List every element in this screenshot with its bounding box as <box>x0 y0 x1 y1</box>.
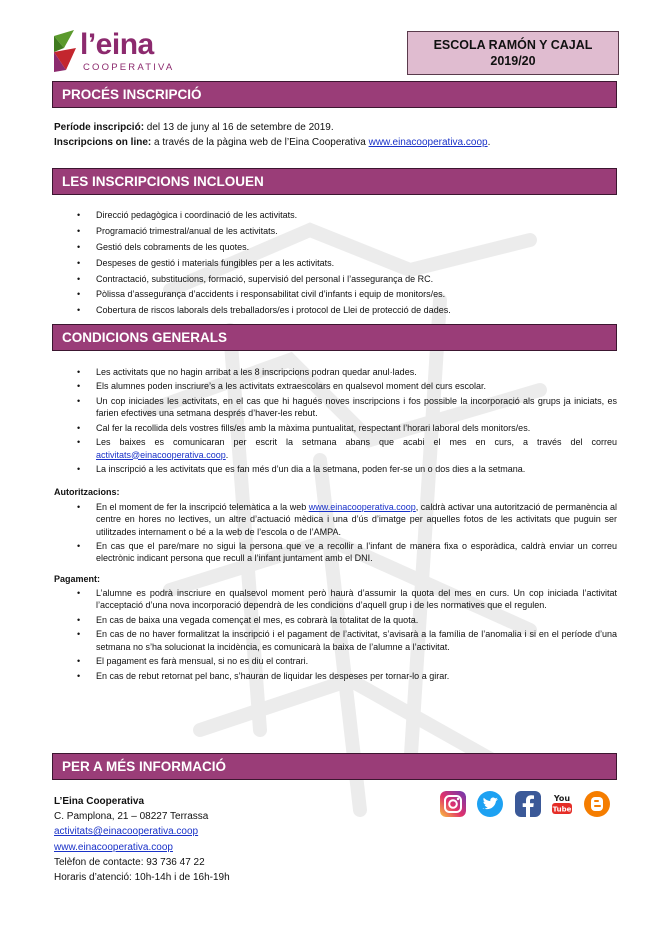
school-year: 2019/20 <box>490 54 536 68</box>
list-item: • Despeses de gestió i materials fungibles per a les activitats. <box>77 257 617 269</box>
list-item <box>77 501 617 538</box>
list-item: • Un cop iniciades les activitats, en el cas que hi hagués noves inscripcions i fos possible la incorporació als grups ja iniciats, es farien efectives una setmana després d’haver-les rebut. <box>77 395 617 420</box>
svg-text:Tube: Tube <box>552 805 572 814</box>
autoritzacions-heading: Autoritzacions: <box>54 487 120 497</box>
youtube-icon[interactable] <box>549 791 575 817</box>
list-item: • Cobertura de riscos laborals dels treballadors/es i protocol de Llei de protecció de dades. <box>77 304 617 316</box>
school-box <box>407 31 619 75</box>
list-item-text: Les baixes es comunicaran per escrit la setmana abans que acabi el mes en curs, a través del correu <box>96 437 617 448</box>
inclouen-list <box>77 209 617 320</box>
list-item: • Direcció pedagògica i coordinació de les activitats. <box>77 209 617 221</box>
list-item: • En cas que el pare/mare no sigui la persona que ve a recollir a l’infant de manera fixa o esporàdica, caldrà enviar un correu electrònic indicant persona que recull a l’infant juntament amb el DNI. <box>77 540 617 565</box>
list-item: • Les activitats que no hagin arribat a les 8 inscripcions podran quedar anul·lades. <box>77 366 617 378</box>
pagament-heading: Pagament: <box>54 574 101 584</box>
facebook-icon[interactable] <box>515 791 541 817</box>
condicions-list <box>77 366 617 478</box>
pagament-list <box>77 587 617 684</box>
online-line <box>54 136 490 150</box>
list-item: • En cas de rebut retornat pel banc, s’hauran de liquidar les despeses per tornar-lo a girar. <box>77 670 617 682</box>
online-end: . <box>487 137 491 148</box>
period-line <box>54 121 334 135</box>
contact-email-link[interactable]: activitats@einacooperativa.coop <box>54 826 199 838</box>
list-item: • En cas de baixa una vegada començat el mes, es cobrarà la totalitat de la quota. <box>77 614 617 626</box>
section-header-proces: PROCÉS INSCRIPCIÓ <box>52 81 617 108</box>
email-link[interactable]: activitats@einacooperativa.coop <box>96 449 226 460</box>
blogger-icon[interactable] <box>584 791 610 817</box>
list-item: • El pagament es farà mensual, si no es diu el contrari. <box>77 655 617 667</box>
phone: Telèfon de contacte: 93 736 47 22 <box>54 856 205 868</box>
instagram-icon[interactable] <box>440 791 466 817</box>
org-name: L’Eina Cooperativa <box>54 796 145 807</box>
twitter-icon[interactable] <box>477 791 503 817</box>
online-label: Inscripcions on line: <box>54 137 152 148</box>
school-name: ESCOLA RAMÓN Y CAJAL <box>433 38 593 52</box>
list-item: • Gestió dels cobraments de les quotes. <box>77 241 617 253</box>
list-item <box>77 436 617 461</box>
web-link[interactable]: www.einacooperativa.coop <box>308 502 416 512</box>
logo-mark-icon <box>52 28 80 74</box>
svg-text:You: You <box>553 794 571 803</box>
list-item: • Contractació, substitucions, formació, supervisió del personal i l’assegurança de RC. <box>77 273 617 285</box>
logo-subtitle: COOPERATIVA <box>83 62 175 73</box>
address: C. Pamplona, 21 – 08227 Terrassa <box>54 811 209 823</box>
contact-block <box>54 794 230 885</box>
list-item: • Pòlissa d’assegurança d’accidents i responsabilitat civil d’infants i equip de monitors/es. <box>77 288 617 300</box>
period-label: Període inscripció: <box>54 122 145 133</box>
list-item-text: En el moment de fer la inscripció telemàtica a la web <box>96 502 309 512</box>
web-link[interactable]: www.einacooperativa.coop <box>368 137 488 148</box>
list-item-end: . <box>225 449 229 460</box>
list-item: • Els alumnes poden inscriure’s a les activitats extraescolars en qualsevol moment del curs escolar. <box>77 380 617 392</box>
period-value: del 13 de juny al 16 de setembre de 2019. <box>144 122 334 133</box>
list-item: • L’alumne es podrà inscriure en qualsevol moment però haurà d’assumir la quota del mes en curs. Un cop iniciada l’activitat l’acceptació d’una nova incorporació dependrà de les condicions d’aquell grup i de les normatives que el regulen. <box>77 587 617 612</box>
list-item: • Programació trimestral/anual de les activitats. <box>77 225 617 237</box>
hours: Horaris d’atenció: 10h-14h i de 16h-19h <box>54 872 230 884</box>
online-value: a través de la pàgina web de l’Eina Cooperativa <box>151 137 369 148</box>
section-header-info: PER A MÉS INFORMACIÓ <box>52 753 617 780</box>
leina-logo <box>52 28 182 76</box>
autoritzacions-list <box>77 501 617 567</box>
list-item: • La inscripció a les activitats que es fan més d’un dia a la setmana, poden fer-se un o dos dies a la setmana. <box>77 463 617 475</box>
list-item: • En cas de no haver formalitzat la inscripció i el pagament de l’activitat, s’avisarà a la família de l’anomalia i si en el període d’una setmana no s’ha solucionat la incidència, es comunicarà la baixa de l’alumne a l’activitat. <box>77 628 617 653</box>
contact-web-link[interactable]: www.einacooperativa.coop <box>54 841 173 853</box>
section-header-inclouen: LES INSCRIPCIONS INCLOUEN <box>52 168 617 195</box>
list-item-text: , caldrà activar una autorització de permanència al centre en hores no lectives, un altre d’actuació mèdica i una d’ús d’imatge per aquelles fotos de les activitats que puguin ser utilitzades internament o bé a la web de l’escola o de l’AMPA. <box>96 502 617 537</box>
section-header-condicions: CONDICIONS GENERALS <box>52 324 617 351</box>
logo-name: l’eina <box>80 28 154 61</box>
list-item: • Cal fer la recollida dels vostres fills/es amb la màxima puntualitat, respectant l’horari laboral dels monitors/es. <box>77 422 617 434</box>
